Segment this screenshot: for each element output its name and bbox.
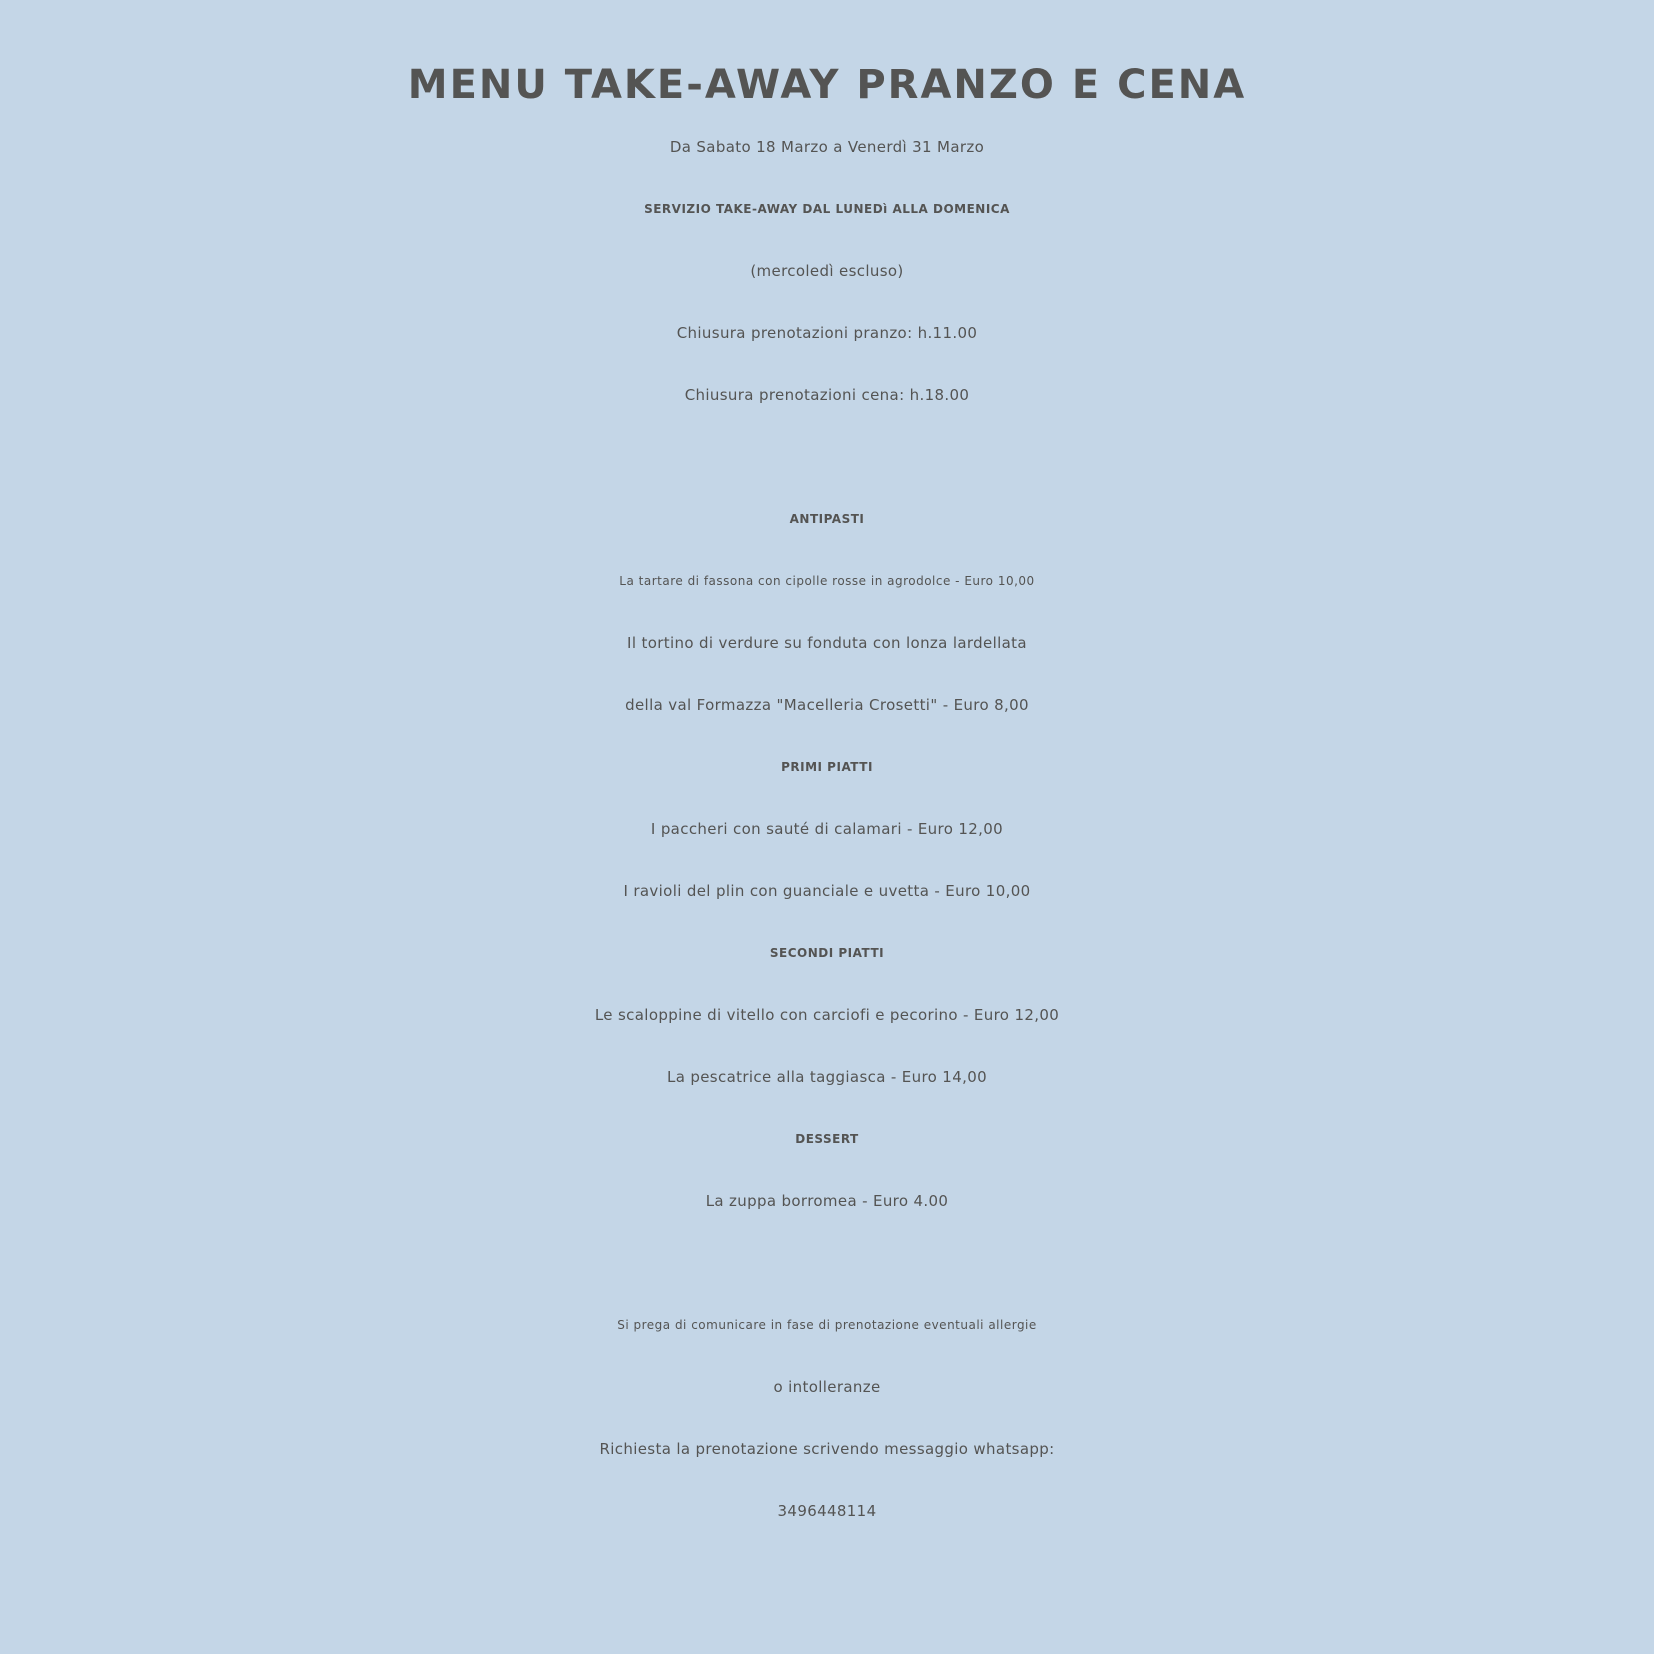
- allergy-notice: Si prega di comunicare in fase di prenotazione eventuali allergie: [617, 1318, 1037, 1332]
- spacer: [0, 426, 1654, 488]
- dinner-booking-closing: Chiusura prenotazioni cena: h.18.00: [684, 386, 970, 404]
- menu-title: MENU TAKE-AWAY PRANZO E CENA: [407, 62, 1247, 108]
- spacer: [0, 1232, 1654, 1294]
- menu-item: La pescatrice alla taggiasca - Euro 14,00: [666, 1068, 987, 1086]
- lunch-booking-closing: Chiusura prenotazioni pranzo: h.11.00: [676, 324, 978, 342]
- menu-item: Le scaloppine di vitello con carciofi e pecorino - Euro 12,00: [594, 1006, 1060, 1024]
- menu-item: Il tortino di verdure su fonduta con lonza lardellata: [627, 634, 1027, 652]
- booking-instructions: Richiesta la prenotazione scrivendo messaggio whatsapp:: [599, 1440, 1055, 1458]
- service-exclusion: (mercoledì escluso): [750, 262, 904, 280]
- menu-item: I ravioli del plin con guanciale e uvetta - Euro 10,00: [623, 882, 1031, 900]
- menu-item: I paccheri con sauté di calamari - Euro 12,00: [650, 820, 1004, 838]
- menu-item: della val Formazza "Macelleria Crosetti" - Euro 8,00: [625, 696, 1029, 714]
- section-heading-primi: PRIMI PIATTI: [781, 760, 873, 774]
- section-heading-antipasti: ANTIPASTI: [789, 512, 865, 526]
- menu-item: La zuppa borromea - Euro 4.00: [705, 1192, 949, 1210]
- menu-item: La tartare di fassona con cipolle rosse in agrodolce - Euro 10,00: [619, 574, 1035, 588]
- menu-dates: Da Sabato 18 Marzo a Venerdì 31 Marzo: [669, 138, 985, 156]
- section-heading-dessert: DESSERT: [795, 1132, 859, 1146]
- section-heading-secondi: SECONDI PIATTI: [769, 946, 885, 960]
- allergy-notice-continued: o intolleranze: [773, 1378, 881, 1396]
- whatsapp-phone-number: 3496448114: [777, 1502, 877, 1520]
- service-days: SERVIZIO TAKE-AWAY DAL LUNEDì ALLA DOMENICA: [644, 202, 1010, 216]
